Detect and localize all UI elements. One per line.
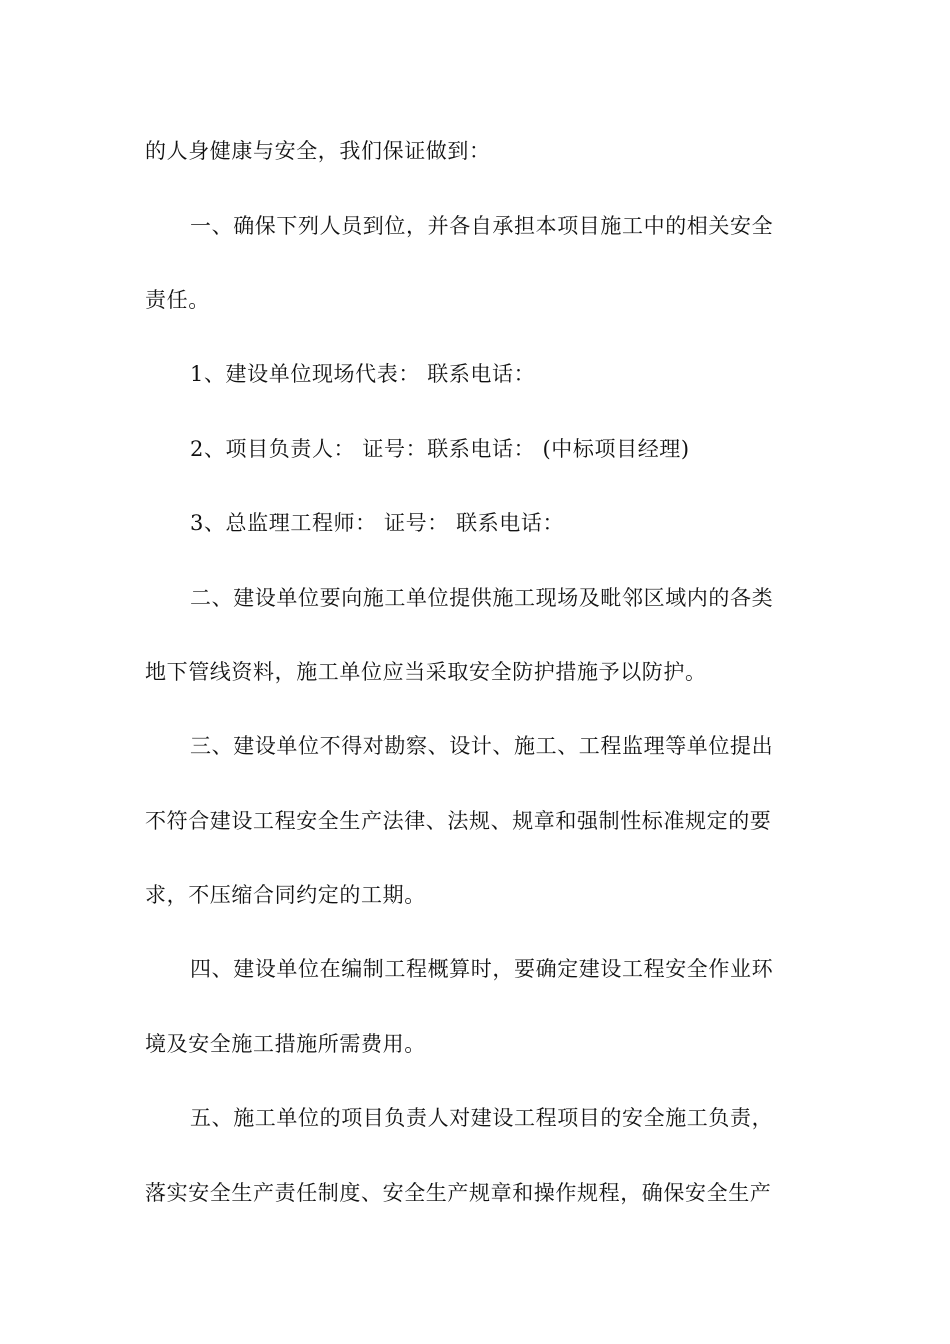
text-line-item-2: 2、项目负责人： 证号：联系电话： (中标项目经理) — [190, 437, 690, 461]
text-line-clause-5-continued: 落实安全生产责任制度、安全生产规章和操作规程，确保安全生产 — [145, 1181, 772, 1205]
text-line-continuation: 的人身健康与安全，我们保证做到： — [145, 139, 491, 163]
text-line-clause-3-end: 求，不压缩合同约定的工期。 — [145, 883, 426, 907]
text-line-clause-3-start: 三、建设单位不得对勘察、设计、施工、工程监理等单位提出 — [190, 734, 774, 758]
text-line-clause-5-start: 五、施工单位的项目负责人对建设工程项目的安全施工负责， — [190, 1106, 774, 1130]
text-line-clause-1-end: 责任。 — [145, 288, 210, 312]
text-line-clause-1-start: 一、确保下列人员到位，并各自承担本项目施工中的相关安全 — [190, 214, 774, 238]
text-line-clause-3-middle: 不符合建设工程安全生产法律、法规、规章和强制性标准规定的要 — [145, 809, 772, 833]
text-line-item-3: 3、总监理工程师： 证号： 联系电话： — [190, 511, 565, 535]
text-line-clause-2-end: 地下管线资料，施工单位应当采取安全防护措施予以防护。 — [145, 660, 707, 684]
text-line-item-1: 1、建设单位现场代表： 联系电话： — [190, 362, 536, 386]
text-line-clause-2-start: 二、建设单位要向施工单位提供施工现场及毗邻区域内的各类 — [190, 586, 774, 610]
text-line-clause-4-start: 四、建设单位在编制工程概算时，要确定建设工程安全作业环 — [190, 957, 774, 981]
text-line-clause-4-end: 境及安全施工措施所需费用。 — [145, 1032, 426, 1056]
